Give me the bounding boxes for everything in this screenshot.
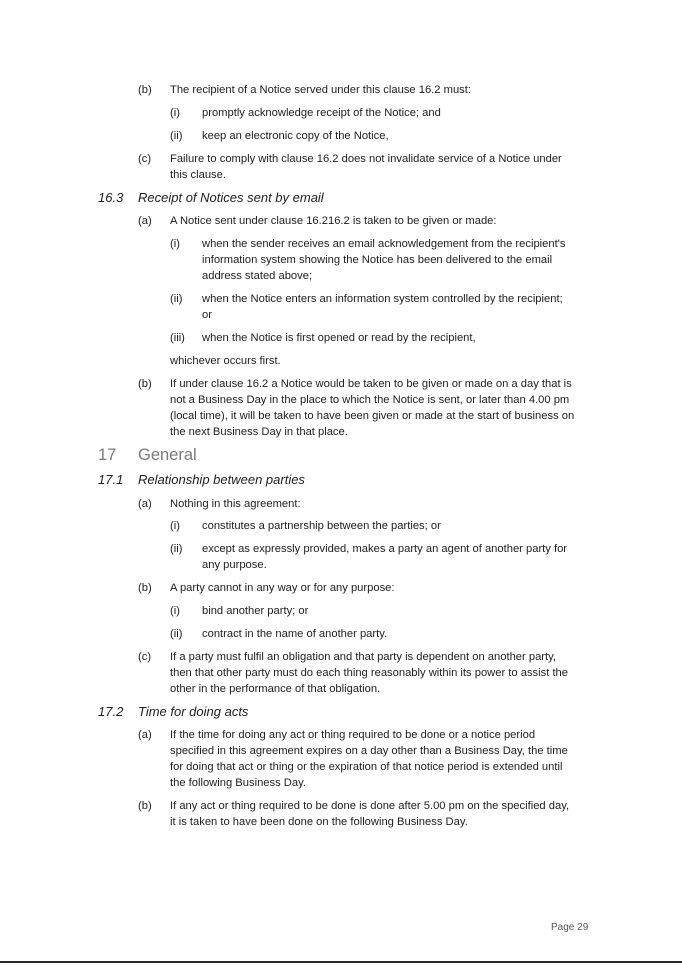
subclause-text-line: information system showing the Notice has been delivered to the email (202, 254, 553, 266)
clause-text-line: other in the performance of that obligation. (170, 683, 381, 695)
clause-text-line: then that other party must do each thing reasonably within its power to assist the (170, 667, 568, 679)
subclause-text-line: when the Notice enters an information system controlled by the recipient; (202, 293, 563, 305)
clause-text-line: it is taken to have been done on the following Business Day. (170, 816, 468, 828)
clause-text-line: (local time), it will be taken to have been given or made at the start of business on (170, 410, 575, 422)
subclause-text-line: address stated above; (202, 270, 313, 282)
subclause-text-line: constitutes a partnership between the parties; or (202, 520, 441, 532)
clause-text-line: the following Business Day. (170, 777, 306, 789)
clause-label: (a) (138, 498, 152, 510)
clause-text-line: this clause. (170, 169, 226, 181)
clause-text-line: for doing that act or thing or the expiration of that notice period is extended until (170, 761, 563, 773)
clause-text-line: If the time for doing any act or thing required to be done or a notice period (170, 729, 536, 741)
subclause-text-line: bind another party; or (202, 605, 309, 617)
clause-heading-number: 16.3 (98, 190, 124, 205)
subclause-label: (i) (170, 605, 180, 617)
subclause-text-line: except as expressly provided, makes a party an agent of another party for (202, 543, 568, 555)
clause-text: A Notice sent under clause 16.216.2 is taken to be given or made: (170, 215, 497, 227)
clause-label: (b) (138, 582, 152, 594)
bottom-rule (0, 961, 682, 963)
clause-text-line: the next Business Day in that place. (170, 426, 348, 438)
clause-text: A party cannot in any way or for any purpose: (170, 582, 395, 594)
subclause-text: promptly acknowledge receipt of the Notice; and (202, 107, 441, 119)
clause-text-line: Failure to comply with clause 16.2 does not invalidate service of a Notice under (170, 153, 562, 165)
subclause-label: (iii) (170, 332, 185, 344)
subclause-label: (ii) (170, 628, 183, 640)
clause-text-line: not a Business Day in the place to which the Notice is sent, or later than 4.00 pm (170, 394, 570, 406)
clause-label: (b) (138, 378, 152, 390)
clause-text-line: If any act or thing required to be done is done after 5.00 pm on the specified day, (170, 800, 570, 812)
clause-label: (b) (138, 800, 152, 812)
subclause-label: (ii) (170, 543, 183, 555)
clause-label: (a) (138, 215, 152, 227)
clause-heading-number: 17.2 (98, 704, 124, 719)
clause-heading-title: Time for doing acts (138, 704, 249, 719)
clause-text: The recipient of a Notice served under this clause 16.2 must: (170, 84, 471, 96)
subclause-label: (ii) (170, 293, 183, 305)
subclause-text-line: contract in the name of another party. (202, 628, 388, 640)
subclause-text-line: when the sender receives an email acknowledgement from the recipient's (202, 238, 566, 250)
clause-label: (a) (138, 729, 152, 741)
section-heading-number: 17 (98, 446, 117, 464)
subclause-text: keep an electronic copy of the Notice, (202, 130, 389, 142)
clause-text: Nothing in this agreement: (170, 498, 301, 510)
clause-label: (c) (138, 651, 152, 663)
subclause-label: (i) (170, 238, 180, 250)
subclause-label: (i) (170, 520, 180, 532)
clause-heading-title: Receipt of Notices sent by email (138, 190, 324, 205)
subclause-label: (ii) (170, 130, 183, 142)
clause-text-line: specified in this agreement expires on a day other than a Business Day, the time (170, 745, 568, 757)
subclause-label: (i) (170, 107, 180, 119)
clause-text-line: If a party must fulfil an obligation and that party is dependent on another party, (170, 651, 557, 663)
subclause-text-line: or (202, 309, 212, 321)
subclause-text-line: any purpose. (202, 559, 267, 571)
clause-label: (b) (138, 84, 152, 96)
clause-tail-text: whichever occurs first. (170, 355, 281, 367)
section-heading-title: General (138, 446, 197, 464)
page-number: Page 29 (551, 922, 589, 933)
clause-label: (c) (138, 153, 152, 165)
clause-text-line: If under clause 16.2 a Notice would be taken to be given or made on a day that is (170, 378, 572, 390)
clause-heading-number: 17.1 (98, 472, 124, 487)
clause-heading-title: Relationship between parties (138, 472, 305, 487)
subclause-text-line: when the Notice is first opened or read by the recipient, (202, 332, 476, 344)
